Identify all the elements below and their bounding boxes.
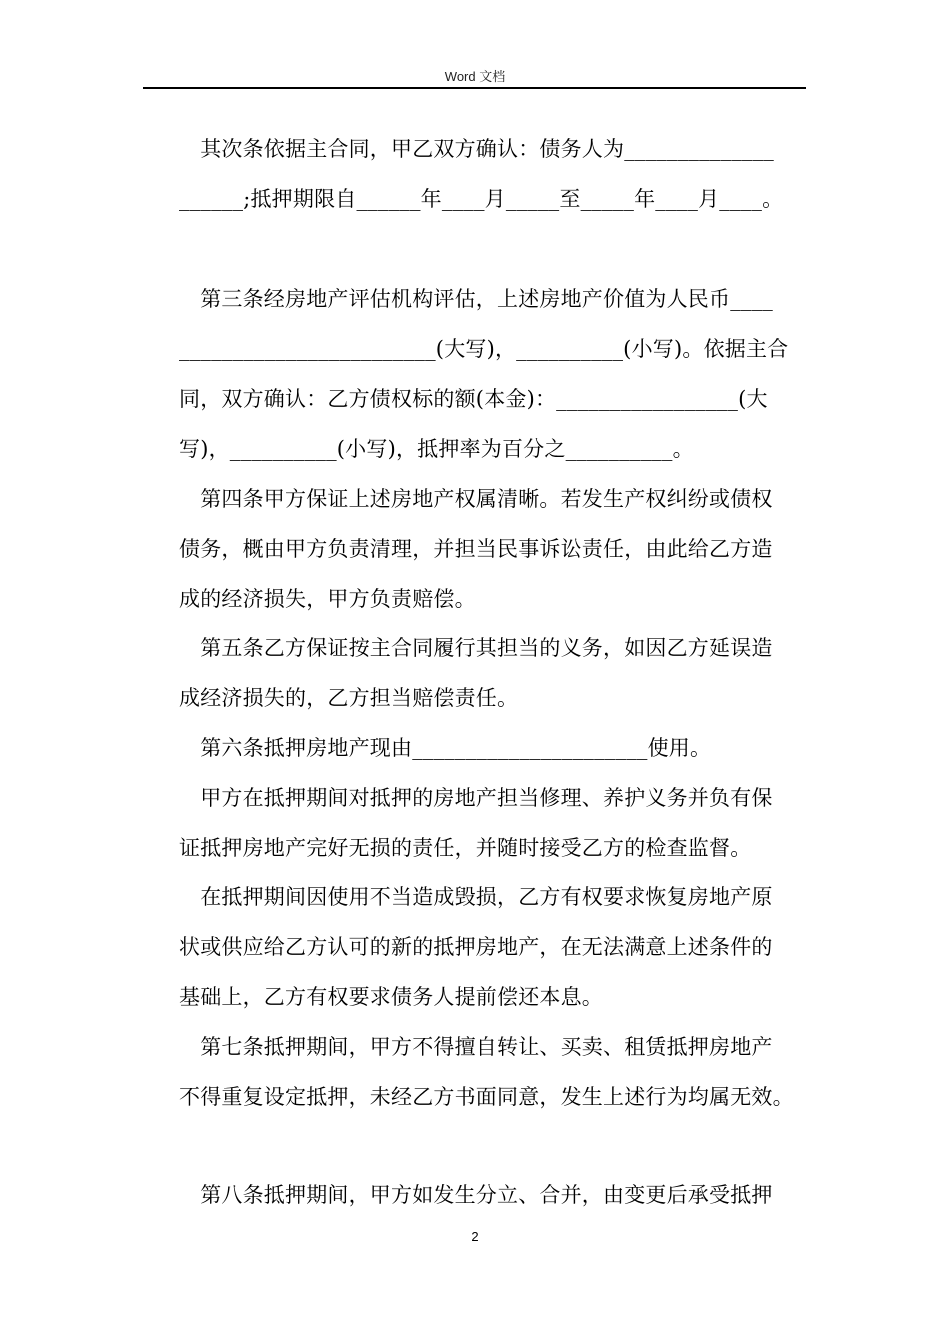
text-line: 成经济损失的，乙方担当赔偿责任。 bbox=[179, 686, 519, 710]
text-line: 第六条抵押房地产现由______________________使用。 bbox=[179, 736, 712, 760]
header-divider bbox=[143, 87, 806, 89]
text-line: 写)，__________(小写)，抵押率为百分之__________。 bbox=[179, 437, 694, 461]
text-line: 债务，概由甲方负责清理，并担当民事诉讼责任，由此给乙方造 bbox=[179, 537, 773, 561]
text-line: ________________________(大写)，__________(小写)。依据主合 bbox=[179, 337, 789, 361]
text-line: 第四条甲方保证上述房地产权属清晰。若发生产权纠纷或债权 bbox=[179, 487, 773, 511]
text-line: 同，双方确认：乙方债权标的额(本金)：_________________(大 bbox=[179, 387, 768, 411]
text-line: 成的经济损失，甲方负责赔偿。 bbox=[179, 587, 476, 611]
text-line: 第七条抵押期间，甲方不得擅自转让、买卖、租赁抵押房地产 bbox=[179, 1035, 773, 1059]
text-line: ______;抵押期限自______年____月_____至_____年____月____。 bbox=[179, 187, 784, 211]
text-line: 第八条抵押期间，甲方如发生分立、合并，由变更后承受抵押 bbox=[179, 1183, 773, 1207]
text-line: 第三条经房地产评估机构评估，上述房地产价值为人民币____ bbox=[179, 287, 773, 311]
text-line: 在抵押期间因使用不当造成毁损，乙方有权要求恢复房地产原 bbox=[179, 885, 773, 909]
text-line: 状或供应给乙方认可的新的抵押房地产，在无法满意上述条件的 bbox=[179, 935, 773, 959]
page-number: 2 bbox=[471, 1229, 479, 1244]
text-line: 基础上，乙方有权要求债务人提前偿还本息。 bbox=[179, 985, 603, 1009]
text-line: 不得重复设定抵押，未经乙方书面同意，发生上述行为均属无效。 bbox=[179, 1085, 794, 1109]
page-header-title: Word 文档 bbox=[444, 69, 506, 84]
text-line: 证抵押房地产完好无损的责任，并随时接受乙方的检查监督。 bbox=[179, 836, 752, 860]
text-line: 甲方在抵押期间对抵押的房地产担当修理、养护义务并负有保 bbox=[179, 786, 773, 810]
text-line: 其次条依据主合同，甲乙双方确认：债务人为______________ bbox=[179, 137, 774, 161]
text-line: 第五条乙方保证按主合同履行其担当的义务，如因乙方延误造 bbox=[179, 636, 773, 660]
